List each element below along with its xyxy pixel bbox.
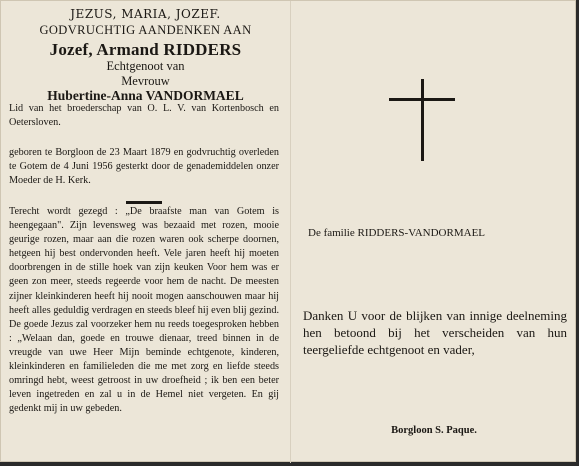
spouse-of-label: Echtgenoot van	[106, 59, 185, 73]
heading-line1: JEZUS, MARIA, JOZEF.	[70, 7, 221, 21]
tribute-text: Terecht wordt gezegd : „De braafste man van Gotem is heengegaan". Zijn levensweg was bezaaid met rozen, mooie geurige rozen, maar aan die rozen waren ook scherpe doornen, hetgeen hij best ondervonden heeft. Vele jaren heeft hij moeten doorbrengen in de stille hoek van zijn keuken Voor hem was er geen zon meer, steeds regeerde voor hem de nacht. De meesten zijner kleinkinderen heeft hij nooit mogen aanschouwen maar hij heeft alles geduldig verdragen en steeds bleef hij even blij gezind. De goede Jezus zal voorzeker hem nu reeds toegesproken hebben : „Welaan dan, goede en trouwe dienaar, treed binnen in de vreugde van uwe Heer Mijn beminde echtgenote, kinderen, kleinkinderen en familieleden die me met zorg en liefde steeds omringd hebt, weest getroost in uw droefheid ; ik ben een beter leven ingetreden en zal u in de Hemel niet vergeten. En gij gedenkt mij in uw gebeden.	[9, 206, 279, 415]
thanks-text: Danken U voor de blijken van innige deelneming hen betoond bij het verscheiden van hun teergeliefde echtgenoot en vader,	[303, 308, 567, 357]
deceased-name: Jozef, Armand RIDDERS	[49, 40, 242, 59]
life-dates-text: geboren te Borgloon de 23 Maart 1879 en godvruchtig overleden te Gotem de 4 Juni 1956 gesterkt door de genademiddelen onzer Moeder de H. Kerk.	[9, 147, 279, 187]
membership-text: Lid van het broederschap van O. L. V. van Kortenbosch en Oetersloven.	[9, 103, 279, 129]
printer-credit: Borgloon S. Paque.	[391, 425, 477, 436]
left-page	[1, 1, 290, 463]
heading-line2: GODVRUCHTIG AANDENKEN AAN	[39, 23, 252, 37]
title-label: Mevrouw	[121, 74, 170, 88]
right-page	[291, 1, 577, 463]
spouse-name: Hubertine-Anna VANDORMAEL	[47, 88, 244, 103]
divider	[126, 201, 162, 204]
family-line: De familie RIDDERS-VANDORMAEL	[308, 227, 486, 239]
